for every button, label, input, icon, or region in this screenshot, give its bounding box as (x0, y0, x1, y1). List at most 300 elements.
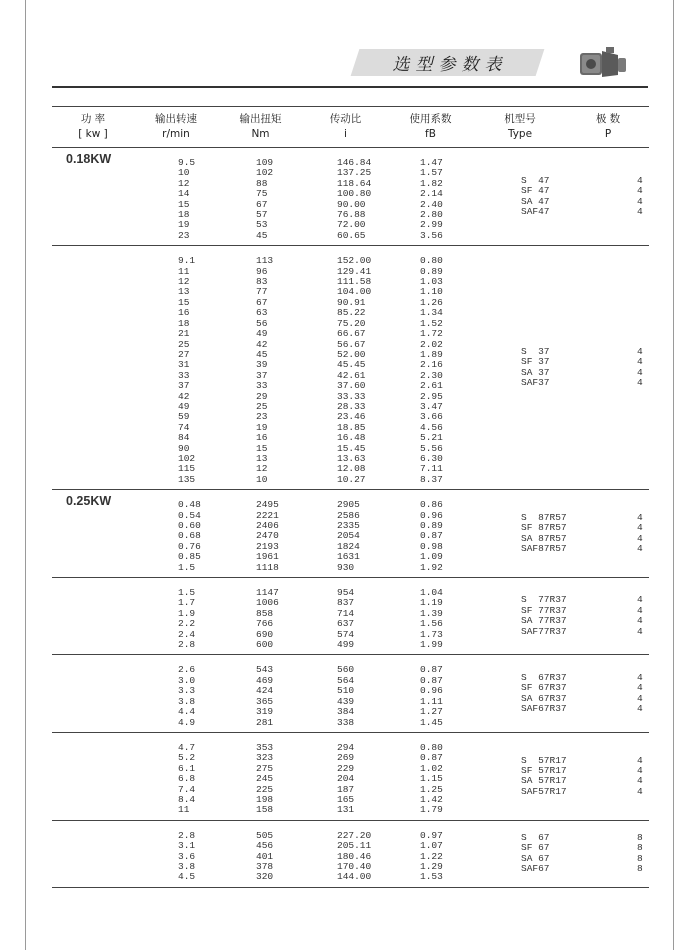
group-row (52, 655, 649, 732)
poles-column (567, 732, 649, 820)
group-row (52, 246, 649, 490)
speed-cell: 11 (178, 804, 190, 816)
torque-cell: 690 (256, 628, 274, 640)
poles-cell: 4 (637, 206, 643, 218)
fb-cell: 1.42 (420, 793, 443, 805)
speed-cell: 4.7 (178, 741, 196, 753)
speed-cell: 0.48 (178, 499, 201, 511)
poles-cell: 4 (637, 594, 643, 606)
speed-column (134, 820, 218, 887)
header-type: 机型号 Type (473, 107, 567, 148)
type-cell: S 47 (521, 174, 550, 186)
fb-cell: 0.89 (420, 520, 443, 531)
ratio-cell: 294 (337, 741, 355, 753)
table-header-row (52, 107, 649, 148)
torque-cell: 353 (256, 741, 274, 753)
power-cell (52, 148, 134, 246)
speed-cell: 15 (178, 198, 190, 210)
ratio-cell: 2054 (337, 530, 360, 542)
fb-cell: 4.56 (420, 421, 443, 433)
ratio-cell: 13.63 (337, 452, 366, 464)
poles-cell: 4 (637, 195, 643, 207)
ratio-cell: 45.45 (337, 359, 366, 371)
ratio-cell: 954 (337, 587, 355, 599)
torque-cell: 378 (256, 860, 274, 872)
torque-cell: 12 (256, 463, 268, 475)
speed-cell: 15 (178, 296, 190, 308)
group-row (52, 578, 649, 655)
torque-cell: 456 (256, 840, 274, 852)
torque-cell: 275 (256, 762, 274, 774)
ratio-cell: 60.65 (337, 229, 366, 241)
speed-cell: 33 (178, 369, 190, 381)
torque-cell: 45 (256, 348, 268, 360)
ratio-cell: 129.41 (337, 265, 372, 277)
poles-cell: 4 (637, 356, 643, 368)
ratio-cell: 118.64 (337, 177, 372, 189)
fb-cell: 3.66 (420, 411, 443, 423)
speed-cell: 1.9 (178, 607, 196, 619)
type-cell: S 87R57 (521, 511, 567, 523)
fb-cell: 0.96 (420, 509, 443, 521)
ratio-cell: 2905 (337, 499, 360, 511)
type-cell: S 67R37 (521, 671, 567, 683)
type-cell: SAF37 (521, 377, 550, 389)
torque-cell: 245 (256, 773, 274, 785)
torque-cell: 39 (256, 359, 268, 371)
ratio-cell: 66.67 (337, 328, 366, 340)
ratio-cell: 23.46 (337, 411, 366, 423)
type-cell: SA 57R17 (521, 775, 567, 787)
torque-column (218, 732, 303, 820)
torque-cell: 33 (256, 380, 268, 392)
ratio-cell: 76.88 (337, 209, 366, 221)
torque-cell: 2495 (256, 499, 279, 511)
poles-cell: 8 (637, 852, 643, 864)
poles-cell: 4 (637, 615, 643, 627)
poles-cell: 8 (637, 842, 643, 854)
torque-cell: 158 (256, 804, 274, 816)
ratio-cell: 574 (337, 628, 355, 640)
type-cell: SA 47 (521, 195, 550, 207)
fb-cell: 1.25 (420, 783, 443, 795)
fb-cell: 1.11 (420, 695, 443, 707)
fb-cell: 3.47 (420, 400, 443, 412)
speed-cell: 2.8 (178, 639, 196, 651)
poles-cell: 4 (637, 692, 643, 704)
type-cell: SA 87R57 (521, 532, 567, 544)
torque-cell: 23 (256, 411, 268, 423)
speed-cell: 1.7 (178, 597, 196, 609)
ratio-cell: 90.91 (337, 296, 366, 308)
type-cell: SA 37 (521, 366, 550, 378)
poles-cell: 4 (637, 703, 643, 715)
ratio-column (303, 732, 388, 820)
ratio-cell: 33.33 (337, 390, 366, 402)
torque-cell: 766 (256, 618, 274, 630)
poles-column (567, 490, 649, 578)
ratio-cell: 137.25 (337, 167, 372, 179)
ratio-cell: 52.00 (337, 348, 366, 360)
ratio-cell: 165 (337, 793, 355, 805)
ratio-cell: 152.00 (337, 255, 372, 267)
ratio-cell: 146.84 (337, 157, 372, 168)
fb-cell: 1.27 (420, 706, 443, 718)
speed-cell: 135 (178, 473, 196, 485)
poles-cell: 8 (637, 863, 643, 875)
speed-cell: 4.5 (178, 871, 196, 883)
speed-cell: 27 (178, 348, 190, 360)
ratio-column (303, 655, 388, 732)
fb-cell: 1.56 (420, 618, 443, 630)
poles-cell: 4 (637, 185, 643, 197)
fb-cell: 2.40 (420, 198, 443, 210)
poles-column (567, 655, 649, 732)
ratio-column (303, 490, 388, 578)
poles-cell: 4 (637, 764, 643, 776)
fb-column (388, 820, 473, 887)
ratio-cell: 111.58 (337, 276, 372, 288)
speed-cell: 31 (178, 359, 190, 371)
torque-cell: 10 (256, 473, 268, 485)
ratio-cell: 205.11 (337, 840, 372, 852)
torque-cell: 1006 (256, 597, 279, 609)
speed-cell: 6.8 (178, 773, 196, 785)
page-margin-left (25, 0, 26, 950)
ratio-cell: 56.67 (337, 338, 366, 350)
ratio-column (303, 578, 388, 655)
fb-cell: 1.10 (420, 286, 443, 298)
fb-cell: 2.95 (420, 390, 443, 402)
group-row (52, 820, 649, 887)
torque-cell: 75 (256, 188, 268, 200)
fb-cell: 2.80 (420, 209, 443, 221)
ratio-cell: 837 (337, 597, 355, 609)
ratio-cell: 637 (337, 618, 355, 630)
fb-cell: 0.89 (420, 265, 443, 277)
ratio-cell: 499 (337, 639, 355, 651)
ratio-cell: 269 (337, 752, 355, 764)
type-cell: SAF47 (521, 206, 550, 218)
page-title: 选型参数表 (392, 55, 508, 75)
speed-cell: 84 (178, 432, 190, 444)
torque-cell: 320 (256, 871, 274, 883)
torque-cell: 2193 (256, 540, 279, 552)
poles-cell: 4 (637, 671, 643, 683)
speed-cell: 10 (178, 167, 190, 179)
speed-cell: 3.0 (178, 674, 196, 686)
fb-cell: 0.87 (420, 530, 443, 542)
ratio-cell: 714 (337, 607, 355, 619)
torque-cell: 2406 (256, 520, 279, 531)
speed-cell: 3.3 (178, 685, 196, 697)
fb-cell: 2.99 (420, 219, 443, 231)
ratio-cell: 42.61 (337, 369, 366, 381)
fb-cell: 1.73 (420, 628, 443, 640)
speed-cell: 25 (178, 338, 190, 350)
torque-cell: 505 (256, 829, 274, 841)
torque-cell: 25 (256, 400, 268, 412)
header-service-factor: 使用系数 fB (388, 107, 473, 148)
ratio-cell: 131 (337, 804, 355, 816)
speed-cell: 2.8 (178, 829, 196, 841)
type-column (473, 732, 567, 820)
header-speed: 输出转速 r/min (134, 107, 218, 148)
fb-cell: 1.34 (420, 307, 443, 319)
type-cell: SF 87R57 (521, 522, 567, 534)
ratio-cell: 72.00 (337, 219, 366, 231)
torque-cell: 56 (256, 317, 268, 329)
torque-cell: 45 (256, 229, 268, 241)
torque-cell: 37 (256, 369, 268, 381)
speed-cell: 4.9 (178, 716, 196, 728)
fb-cell: 6.30 (420, 452, 443, 464)
speed-cell: 90 (178, 442, 190, 454)
ratio-cell: 75.20 (337, 317, 366, 329)
fb-cell: 1.19 (420, 597, 443, 609)
ratio-cell: 18.85 (337, 421, 366, 433)
speed-cell: 7.4 (178, 783, 196, 795)
type-cell: SA 67R37 (521, 692, 567, 704)
torque-cell: 77 (256, 286, 268, 298)
torque-cell: 2470 (256, 530, 279, 542)
torque-cell: 198 (256, 793, 274, 805)
fb-cell: 1.82 (420, 177, 443, 189)
ratio-cell: 338 (337, 716, 355, 728)
ratio-cell: 930 (337, 561, 355, 573)
ratio-cell: 170.40 (337, 860, 372, 872)
torque-cell: 225 (256, 783, 274, 795)
fb-cell: 1.09 (420, 551, 443, 563)
type-cell: SF 77R37 (521, 604, 567, 616)
fb-cell: 0.87 (420, 752, 443, 764)
power-cell (52, 578, 134, 655)
torque-cell: 365 (256, 695, 274, 707)
fb-cell: 5.56 (420, 442, 443, 454)
speed-cell: 2.2 (178, 618, 196, 630)
fb-cell: 0.80 (420, 255, 443, 267)
speed-cell: 16 (178, 307, 190, 319)
type-column (473, 655, 567, 732)
fb-cell: 1.04 (420, 587, 443, 599)
torque-column (218, 246, 303, 490)
torque-cell: 113 (256, 255, 274, 267)
torque-cell: 67 (256, 198, 268, 210)
power-cell (52, 246, 134, 490)
ratio-cell: 439 (337, 695, 355, 707)
fb-cell: 1.92 (420, 561, 443, 573)
torque-column (218, 148, 303, 246)
type-cell: S 57R17 (521, 754, 567, 766)
type-cell: SA 77R37 (521, 615, 567, 627)
speed-cell: 0.76 (178, 540, 201, 552)
type-column (473, 490, 567, 578)
poles-cell: 4 (637, 345, 643, 357)
ratio-cell: 1824 (337, 540, 360, 552)
speed-cell: 9.5 (178, 157, 196, 168)
torque-cell: 13 (256, 452, 268, 464)
type-cell: SF 67R37 (521, 682, 567, 694)
ratio-cell: 229 (337, 762, 355, 774)
type-cell: S 37 (521, 345, 550, 357)
torque-cell: 49 (256, 328, 268, 340)
power-cell (52, 732, 134, 820)
fb-cell: 0.86 (420, 499, 443, 511)
torque-column (218, 578, 303, 655)
ratio-cell: 227.20 (337, 829, 372, 841)
speed-cell: 115 (178, 463, 196, 475)
fb-cell: 7.11 (420, 463, 443, 475)
poles-cell: 8 (637, 831, 643, 843)
header-torque: 输出扭矩 Nm (218, 107, 303, 148)
fb-cell: 2.61 (420, 380, 443, 392)
speed-cell: 6.1 (178, 762, 196, 774)
torque-column (218, 820, 303, 887)
torque-cell: 109 (256, 157, 274, 168)
fb-cell: 1.89 (420, 348, 443, 360)
type-column (473, 246, 567, 490)
ratio-cell: 15.45 (337, 442, 366, 454)
ratio-cell: 100.80 (337, 188, 372, 200)
header-power: 功 率 [ kw ] (52, 107, 134, 148)
speed-cell: 19 (178, 219, 190, 231)
torque-cell: 53 (256, 219, 268, 231)
header-rule (52, 86, 648, 88)
torque-cell: 858 (256, 607, 274, 619)
fb-cell: 3.56 (420, 229, 443, 241)
torque-cell: 19 (256, 421, 268, 433)
ratio-cell: 37.60 (337, 380, 366, 392)
fb-cell: 2.30 (420, 369, 443, 381)
speed-cell: 21 (178, 328, 190, 340)
poles-cell: 4 (637, 532, 643, 544)
speed-cell: 0.85 (178, 551, 201, 563)
fb-cell: 0.96 (420, 685, 443, 697)
poles-cell: 4 (637, 366, 643, 378)
ratio-cell: 16.48 (337, 432, 366, 444)
speed-cell: 3.8 (178, 860, 196, 872)
torque-cell: 16 (256, 432, 268, 444)
fb-cell: 1.47 (420, 157, 443, 168)
type-column (473, 578, 567, 655)
type-cell: SAF87R57 (521, 543, 567, 555)
speed-cell: 23 (178, 229, 190, 241)
speed-cell: 74 (178, 421, 190, 433)
fb-cell: 2.02 (420, 338, 443, 350)
speed-cell: 8.4 (178, 793, 196, 805)
type-cell: SF 67 (521, 842, 550, 854)
fb-column (388, 655, 473, 732)
speed-cell: 37 (178, 380, 190, 392)
torque-cell: 83 (256, 276, 268, 288)
fb-column (388, 490, 473, 578)
ratio-cell: 10.27 (337, 473, 366, 485)
poles-column (567, 246, 649, 490)
torque-cell: 323 (256, 752, 274, 764)
speed-cell: 3.1 (178, 840, 196, 852)
torque-cell: 102 (256, 167, 274, 179)
speed-cell: 12 (178, 276, 190, 288)
group-row (52, 148, 649, 246)
page-margin-right (673, 0, 674, 950)
type-cell: SAF67R37 (521, 703, 567, 715)
fb-cell: 5.21 (420, 432, 443, 444)
fb-cell: 1.22 (420, 850, 443, 862)
speed-cell: 0.60 (178, 520, 201, 531)
type-column (473, 820, 567, 887)
ratio-cell: 564 (337, 674, 355, 686)
type-cell: S 67 (521, 831, 550, 843)
speed-cell: 5.2 (178, 752, 196, 764)
type-cell: SF 47 (521, 185, 550, 197)
group-row (52, 490, 649, 578)
type-cell: SF 37 (521, 356, 550, 368)
torque-column (218, 490, 303, 578)
torque-cell: 88 (256, 177, 268, 189)
torque-cell: 2221 (256, 509, 279, 521)
poles-cell: 4 (637, 522, 643, 534)
fb-cell: 8.37 (420, 473, 443, 485)
ratio-cell: 510 (337, 685, 355, 697)
fb-cell: 1.03 (420, 276, 443, 288)
fb-cell: 1.39 (420, 607, 443, 619)
ratio-cell: 2586 (337, 509, 360, 521)
fb-cell: 1.02 (420, 762, 443, 774)
speed-cell: 42 (178, 390, 190, 402)
group-row (52, 732, 649, 820)
poles-cell: 4 (637, 377, 643, 389)
type-cell: SF 57R17 (521, 764, 567, 776)
fb-cell: 0.97 (420, 829, 443, 841)
poles-cell: 4 (637, 543, 643, 555)
poles-column (567, 578, 649, 655)
ratio-cell: 85.22 (337, 307, 366, 319)
ratio-column (303, 246, 388, 490)
torque-cell: 67 (256, 296, 268, 308)
torque-cell: 469 (256, 674, 274, 686)
poles-cell: 4 (637, 174, 643, 186)
torque-cell: 319 (256, 706, 274, 718)
speed-column (134, 732, 218, 820)
fb-cell: 0.87 (420, 664, 443, 676)
type-column (473, 148, 567, 246)
torque-cell: 281 (256, 716, 274, 728)
torque-cell: 1147 (256, 587, 279, 599)
fb-column (388, 578, 473, 655)
ratio-cell: 187 (337, 783, 355, 795)
speed-cell: 4.4 (178, 706, 196, 718)
ratio-cell: 28.33 (337, 400, 366, 412)
torque-cell: 1961 (256, 551, 279, 563)
torque-cell: 401 (256, 850, 274, 862)
speed-cell: 11 (178, 265, 190, 277)
poles-column (567, 820, 649, 887)
fb-cell: 0.98 (420, 540, 443, 552)
speed-cell: 1.5 (178, 561, 196, 573)
power-label: 0.18KW (66, 152, 112, 166)
fb-cell: 1.45 (420, 716, 443, 728)
speed-cell: 1.5 (178, 587, 196, 599)
speed-cell: 9.1 (178, 255, 196, 267)
ratio-column (303, 820, 388, 887)
torque-cell: 29 (256, 390, 268, 402)
fb-cell: 1.99 (420, 639, 443, 651)
fb-cell: 1.57 (420, 167, 443, 179)
fb-cell: 1.15 (420, 773, 443, 785)
fb-cell: 0.87 (420, 674, 443, 686)
torque-cell: 1118 (256, 561, 279, 573)
header-ratio: 传动比 i (303, 107, 388, 148)
